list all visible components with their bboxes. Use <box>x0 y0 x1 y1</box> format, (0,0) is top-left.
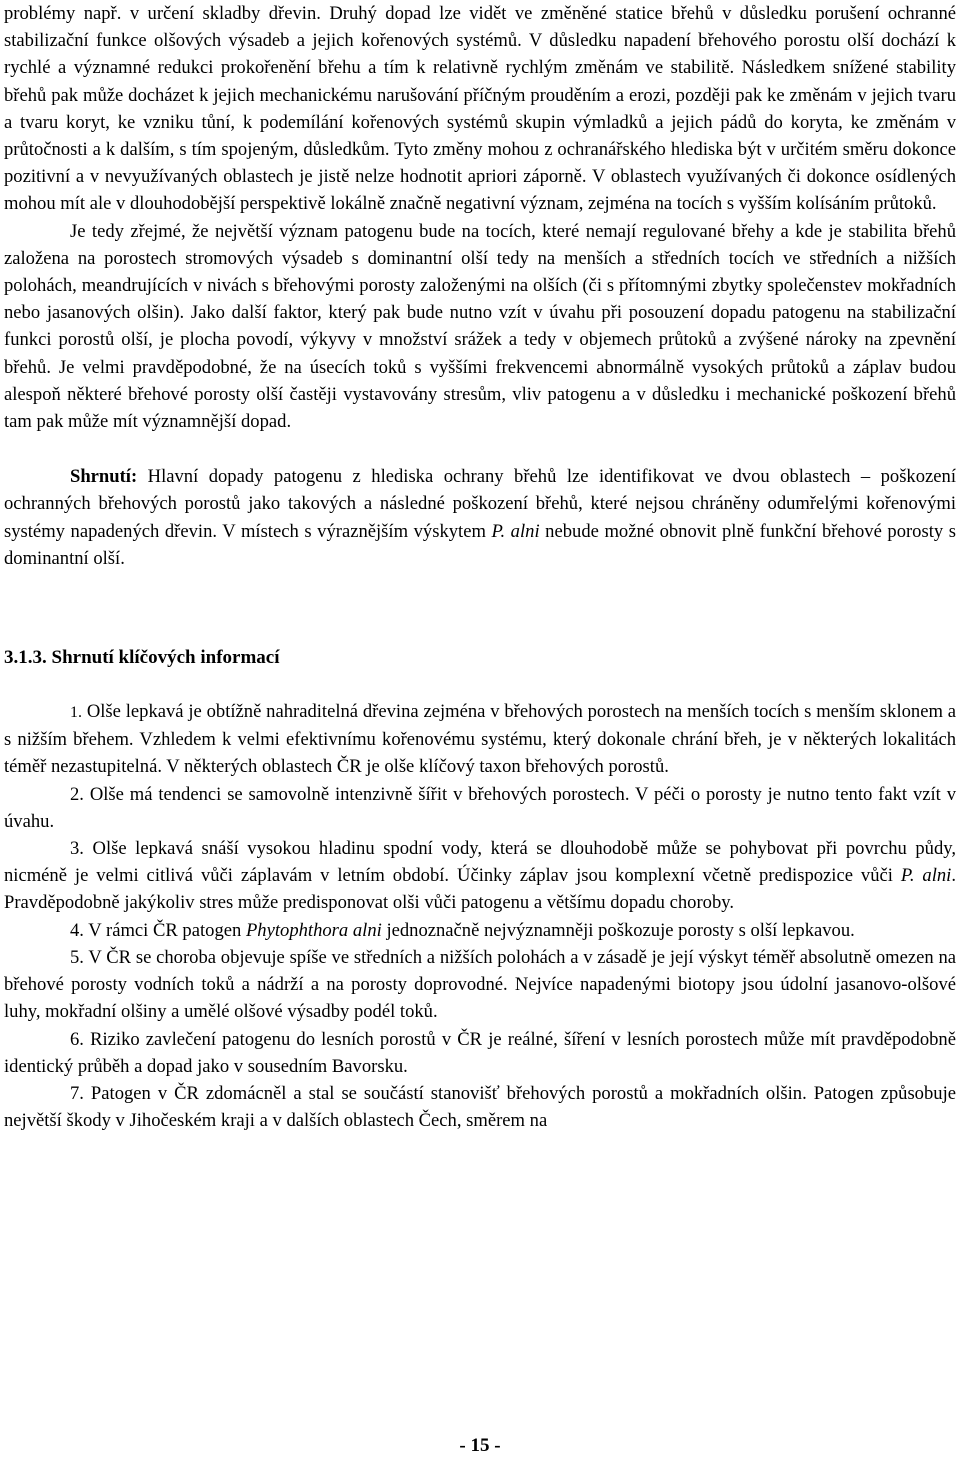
list-item-text: . Pravděpodobně jakýkoliv stres může predisponovat olši vůči patogenu a většímu dopadu choroby. <box>4 865 956 914</box>
list-item-number: 2. <box>70 783 84 805</box>
list-item-text: V ČR se choroba objevuje spíše ve středních a nižších polohách a v zásadě je její výskyt téměř absolutně omezen na břehové porosty vodních toků a nádrží a na porosty doprovodné. Nejvíce napadenými biotopy jsou údolní jasanovo-olšové luhy, mokřadní olšiny a umělé olšové výsadby podél toků. <box>4 946 956 1023</box>
summary-species: P. alni <box>491 520 540 542</box>
summary-text-b: nebude možné obnovit plně funkční břehové porosty s dominantní olší. <box>4 520 956 569</box>
spacer <box>4 572 956 644</box>
section-heading: 3.1.3. Shrnutí klíčových informací <box>4 647 280 669</box>
list-item-text: Olše lepkavá je obtížně nahraditelná dřevina zejména v břehových porostech na menších tocích s menším sklonem a s nižším břehem. Vzhledem k velmi efektivnímu kořenovému systému, který dokonale chrání břeh, je v některých lokalitách téměř nezastupitelná. V některých oblastech ČR je olše klíčový taxon břehových porostů. <box>4 701 956 778</box>
paragraph-pathogen-significance: Je tedy zřejmé, že největší význam patogenu bude na tocích, které nemají regulované břehy a kde je stabilita břehů založena na porostech stromových výsadeb s dominantní olší tedy na menších a středních tocích ve středních a nižších polohách, meandrujících v nivách s břehovými porosty založenými na olších (či s přítomnými zbytky společenstev mokřadních nebo jasanových olšin). Jako další faktor, který pak bude nutno vzít v úvahu při posouzení dopadu patogenu na stabilizační funkci porostů olší, je plocha povodí, výkyvy v množství srážek a tedy v objemech průtoků a zvýšené nároky na zpevnění břehů. Je velmi pravděpodobné, že na úsecích toků s vyššími frekvencemi abnormálně vysokých průtoků a záplav budou alespoň některé břehové porosty olší častěji vystavovány stresům, vliv patogenu a v důsledku i mechanické poškození břehů tam pak může mít významnější dopad. <box>4 220 956 433</box>
list-item-number: 1. <box>70 704 82 722</box>
summary-paragraph <box>4 463 956 572</box>
paragraph-bank-stability: problémy např. v určení skladby dřevin. Druhý dopad lze vidět ve změněné statice břehů v důsledku porušení ochranné stabilizační funkce olšových výsadeb a jejich kořenových systémů. V důsledku napadení břehového porostu olší dochází k rychlé a významné redukci prokořenění břehu a tím k relativně rychlým změnám ve stabilitě. Následkem snížené stability břehů pak může docházet k jejich mechanickému narušování příčným prouděním a erozi, později pak ke změnám v jejich tvaru a tvaru koryt, ke vzniku tůní, k podemílání kořenových systémů skupin výmladků a jejich pádů do koryta, ke změnám v průtočnosti a k dalším, s tím spojeným, důsledkům. Tyto změny mohou z ochranářského hlediska být v určitém směru dokonce pozitivní a v nevyužívaných oblastech je jistě nelze hodnotit apriori záporně. V oblastech využívaných či dokonce osídlených mohou mít ale v dlouhodobější perspektivě lokálně značně negativní význam, zejména na tocích s vyšším kolísáním průtoků. <box>4 3 956 215</box>
list-item <box>4 835 956 917</box>
list-item-number: 3. <box>70 838 84 860</box>
list-item-text: Riziko zavlečení patogenu do lesních porostů v ČR je reálné, šíření v lesních porostech může mít pravděpodobně identický průběh a dopad jako v sousedním Bavorsku. <box>4 1028 956 1077</box>
list-item-text: Olše lepkavá snáší vysokou hladinu spodní vody, která se dlouhodobě může se pohybovat při povrchu půdy, nicméně je velmi citlivá vůči záplavám v letním období. Účinky záplav jsou komplexní včetně predispozice vůči <box>4 838 956 887</box>
list-item <box>4 698 956 781</box>
list-item-text: Olše má tendenci se samovolně intenzivně šířit v břehových porostech. V péči o porosty je nutno tento fakt vzít v úvahu. <box>4 783 956 832</box>
list-item <box>4 1026 956 1080</box>
list-item-number: 5. <box>70 946 84 968</box>
list-item <box>4 1080 956 1134</box>
list-item <box>4 917 956 944</box>
document-page <box>4 0 956 1134</box>
summary-text-a: Hlavní dopady patogenu z hlediska ochrany břehů lze identifikovat ve dvou oblastech – poškození ochranných břehových porostů jako takových a následné poškození břehů, které nejsou chráněny odumřelými kořenovými systémy napadených dřevin. V místech s výraznějším výskytem <box>4 466 956 542</box>
list-item-species: Phytophthora alni <box>245 919 382 941</box>
list-item-number: 4. <box>70 919 84 941</box>
list-item-number: 7. <box>70 1082 84 1104</box>
list-item-number: 6. <box>70 1028 84 1050</box>
list-item-text: V rámci ČR patogen <box>83 919 246 941</box>
summary-label: Shrnutí: <box>70 466 138 488</box>
page-number: - 15 - <box>459 1435 501 1456</box>
list-item-species: P. alni <box>900 865 952 887</box>
list-item <box>4 781 956 835</box>
spacer <box>4 435 956 463</box>
list-item <box>4 944 956 1026</box>
list-item-text: Patogen v ČR zdomácněl a stal se součástí stanovišť břehových porostů a mokřadních olšin. Patogen způsobuje největší škody v Jihočeském kraji a v dalších oblastech Čech, směrem na <box>4 1082 956 1132</box>
spacer <box>4 672 956 698</box>
list-item-text: jednoznačně nejvýznamněji poškozuje porosty s olší lepkavou. <box>381 919 855 941</box>
